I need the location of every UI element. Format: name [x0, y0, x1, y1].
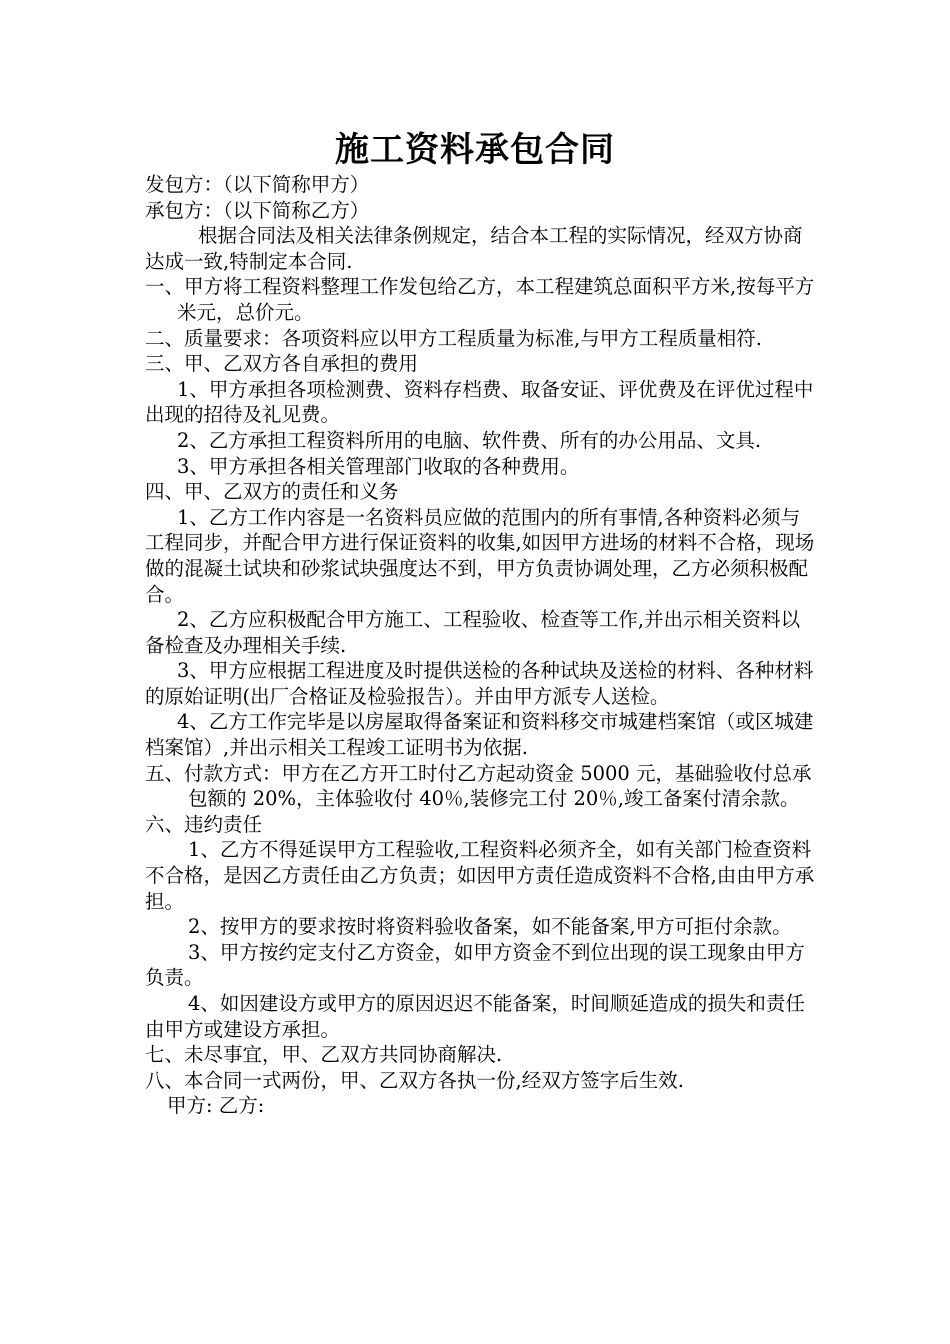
clause-3-item-3: 3、甲方承担各相关管理部门收取的各种费用。: [177, 454, 580, 478]
clause-4-item-4: 4、乙方工作完毕是以房屋取得备案证和资料移交市城建档案馆（或区城建档案馆）,并出示相关工程竣工证明书为依据.: [145, 710, 814, 760]
clause-3-item-1: 1、甲方承担各项检测费、资料存档费、取备安证、评优费及在评优过程中出现的招待及礼见费。: [145, 377, 814, 427]
clause-4-heading: 四、甲、乙双方的责任和义务: [145, 480, 399, 504]
clause-8: 八、本合同一式两份，甲、乙双方各执一份,经双方签字后生效.: [145, 1068, 684, 1092]
clause-7: 七、未尽事宜，甲、乙双方共同协商解决.: [145, 1043, 503, 1067]
clause-6-item-3: 3、甲方按约定支付乙方资金，如甲方资金不到位出现的误工现象由甲方负责。: [145, 940, 805, 990]
document-title: 施工资料承包合同: [335, 130, 615, 170]
preamble-paragraph: 根据合同法及相关法律条例规定，结合本工程的实际情况，经双方协商达成一致,特制定本合同.: [145, 224, 803, 273]
clause-5: 五、付款方式：甲方在乙方开工时付乙方起动资金 5000 元，基础验收付总承包额的 20%，主体验收付 40％,装修完工付 20％,竣工备案付清余款。: [145, 761, 812, 811]
clause-3-heading: 三、甲、乙双方各自承担的费用: [145, 352, 419, 376]
party-a-line: 发包方：（以下简称甲方）: [145, 173, 370, 196]
clause-6-heading: 六、违约责任: [145, 812, 263, 836]
signature-line: 甲方: 乙方:: [167, 1094, 265, 1118]
clause-4-item-2: 2、乙方应积极配合甲方施工、工程验收、检查等工作,并出示相关资料以备检查及办理相关手续.: [145, 608, 801, 657]
clause-1: 一、甲方将工程资料整理工作发包给乙方，本工程建筑总面积平方米,按每平方米元，总价元。: [145, 275, 815, 324]
clause-3-item-2: 2、乙方承担工程资料所用的电脑、软件费、所有的办公用品、文具.: [177, 428, 762, 452]
clause-6-item-2: 2、按甲方的要求按时将资料验收备案，如不能备案,甲方可拒付余款。: [188, 915, 792, 939]
clause-6-item-1: 1、乙方不得延误甲方工程验收,工程资料必须齐全，如有关部门检查资料不合格，是因乙方责任由乙方负责；如因甲方责任造成资料不合格,由由甲方承担。: [145, 838, 815, 913]
clause-2: 二、质量要求：各项资料应以甲方工程质量为标准,与甲方工程质量相符.: [145, 326, 762, 350]
clause-4-item-3: 3、甲方应根据工程进度及时提供送检的各种试块及送检的材料、各种材料的原始证明(出厂合格证及检验报告）。并由甲方派专人送检。: [145, 659, 814, 708]
document-body: [145, 172, 815, 1119]
party-b-line: 承包方：（以下简称乙方）: [145, 198, 370, 222]
clause-4-item-1: 1、乙方工作内容是一名资料员应做的范围内的所有事情,各种资料必须与工程同步，并配合甲方进行保证资料的收集,如因甲方进场的材料不合格，现场做的混凝土试块和砂浆试块强度达不到，甲方负责协调处理，乙方必须积极配合。: [145, 505, 815, 606]
clause-6-item-4: 4、如因建设方或甲方的原因迟迟不能备案，时间顺延造成的损失和责任由甲方或建设方承担。: [145, 992, 805, 1041]
